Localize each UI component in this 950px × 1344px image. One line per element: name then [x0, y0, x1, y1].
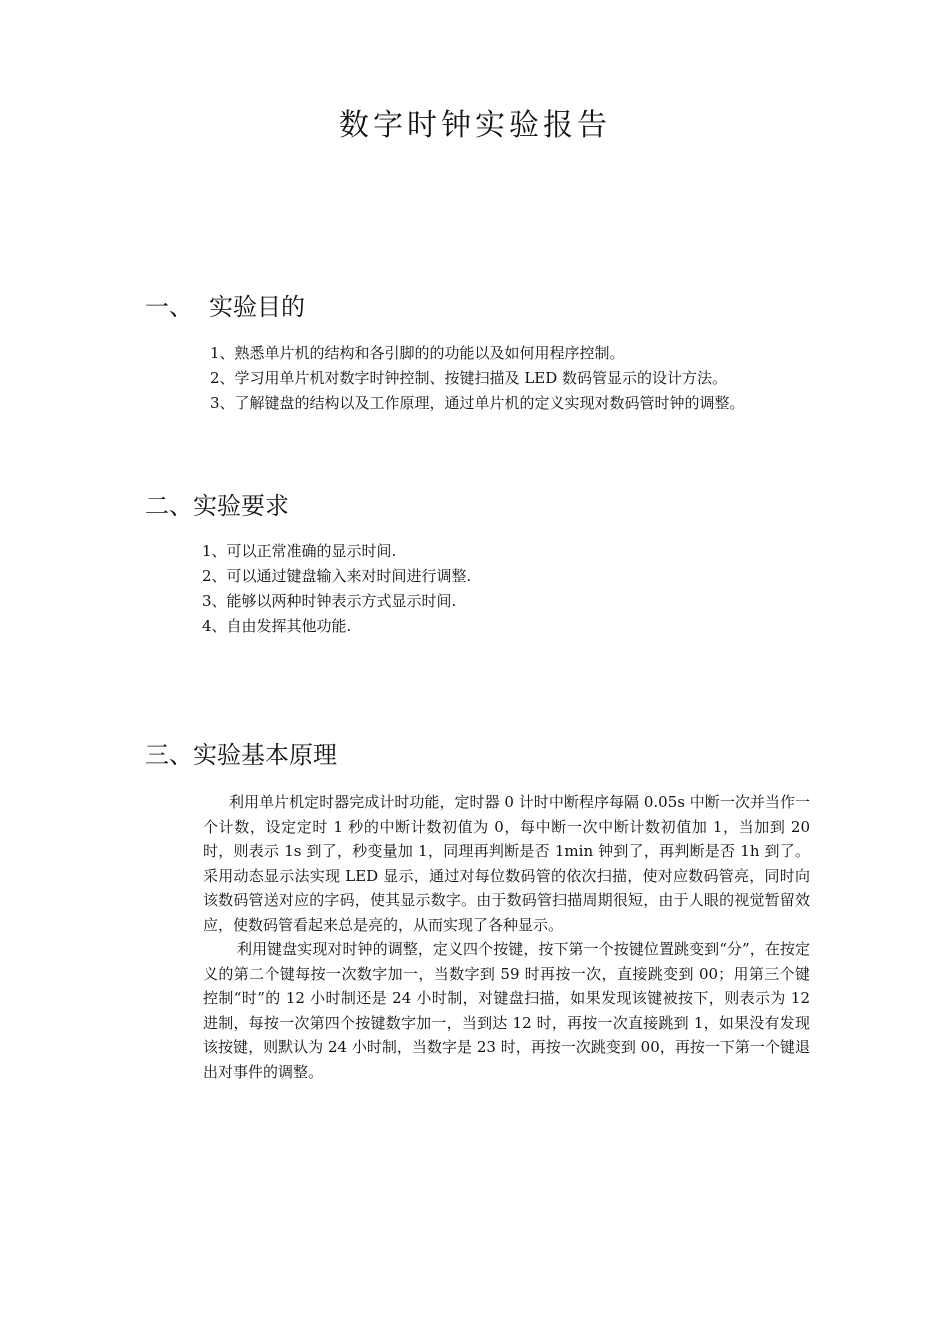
paragraph-timer: 利用单片机定时器完成计时功能，定时器 0 计时中断程序每隔 0.05s 中断一次并当作一个计数，设定定时 1 秒的中断计数初值为 0，每中断一次中断计数初值加 1，当加到 20 时，则表示 1s 到了，秒变量加 1，同理再判断是否 1min 钟到了，再判断是否 1h 到了。采用动态显示法实现 LED 显示，通过对每位数码管的依次扫描，使对应数码管亮，同时向该数码管送对应的字码，使其显示数字。由于数码管扫描周期很短，由于人眼的视觉暂留效应，使数码管看起来总是亮的，从而实现了各种显示。: [203, 793, 810, 934]
list-item: 3、能够以两种时钟表示方式显示时间.: [202, 592, 457, 610]
section-title: 实验基本原理: [193, 741, 337, 769]
list-item: 4、自由发挥其他功能.: [202, 617, 352, 635]
section-number: 三、: [145, 741, 193, 769]
paragraph-keyboard: 利用键盘实现对时钟的调整，定义四个按键，按下第一个按键位置跳变到“分”，在按定义的第二个键每按一次数字加一，当数字到 59 时再按一次，直接跳变到 00；用第三个键控制“时”的 12 小时制还是 24 小时制，对键盘扫描，如果发现该键被按下，则表示为 12 进制，每按一次第四个按键数字加一，当到达 12 时，再按一次直接跳到 1，如果没有发现该按键，则默认为 24 小时制，当数字是 23 时，再按一次跳变到 00，再按一下第一个键退出对事件的调整。: [203, 940, 810, 1081]
list-item: 1、可以正常准确的显示时间.: [202, 542, 397, 560]
section-number: 一、: [145, 293, 193, 321]
list-item: 2、学习用单片机对数字时钟控制、按键扫描及 LED 数码管显示的设计方法。: [210, 369, 728, 387]
section-heading-purpose: [145, 290, 305, 324]
section-heading-principle: [145, 738, 337, 772]
section-number: 二、: [145, 492, 193, 520]
section-heading-requirements: [145, 489, 289, 523]
list-item: 3、了解键盘的结构以及工作原理，通过单片机的定义实现对数码管时钟的调整。: [210, 394, 745, 412]
principle-body: [203, 790, 810, 1084]
section-title: 实验要求: [193, 492, 289, 520]
requirements-list: [202, 539, 471, 639]
list-item: 1、熟悉单片机的结构和各引脚的的功能以及如何用程序控制。: [210, 344, 625, 362]
purpose-list: [210, 341, 745, 416]
section-title: 实验目的: [209, 293, 305, 321]
document-title: 数字时钟实验报告: [339, 108, 611, 143]
list-item: 2、可以通过键盘输入来对时间进行调整.: [202, 567, 472, 585]
